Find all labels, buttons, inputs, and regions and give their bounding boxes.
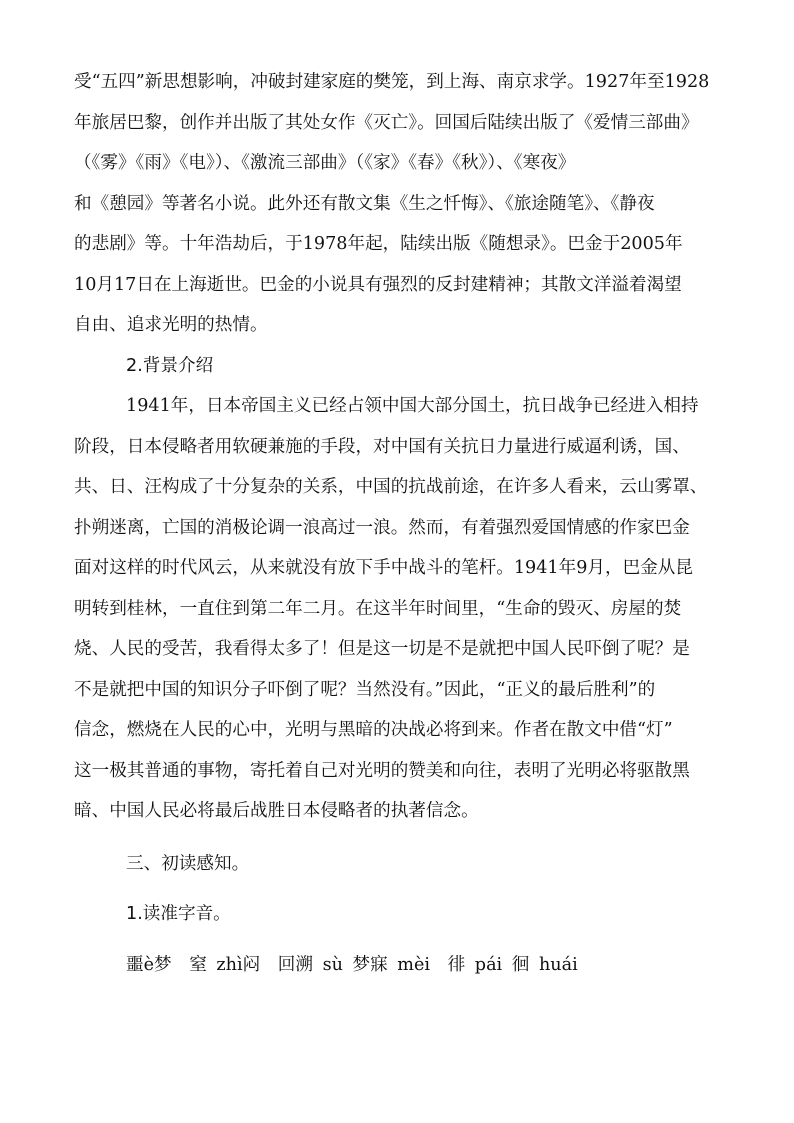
background-paragraph: [74, 386, 736, 832]
paragraph-line: 自由、追求光明的热情。: [74, 315, 268, 335]
document-page: [74, 62, 736, 985]
paragraph-line: 信念，燃烧在人民的心中，光明与黑暗的决战必将到来。作者在散文中借“灯”: [74, 720, 673, 740]
paragraph-line: 烧、人民的受苦，我看得太多了！但是这一切是不是就把中国人民吓倒了呢？是: [74, 639, 690, 659]
author-bio-paragraph: [74, 62, 736, 346]
paragraph-line: 暗、中国人民必将最后战胜日本侵略者的执著信念。: [74, 801, 479, 821]
pinyin-word-list: 噩è梦 窒 zhì闷 回溯 sù 梦寐 mèi 徘 pái 徊 huái: [126, 954, 578, 975]
paragraph-line: 这一极其普通的事物，寄托着自己对光明的赞美和向往，表明了光明必将驱散黑: [74, 760, 690, 781]
paragraph-line: 1941年，日本帝国主义已经占领中国大部分国土，抗日战争已经进入相持: [126, 396, 699, 416]
paragraph-line: 共、日、汪构成了十分复杂的关系，中国的抗战前途，在许多人看来，云山雾罩、: [74, 477, 708, 497]
paragraph-line: 阶段，日本侵略者用软硬兼施的手段，对中国有关抗日力量进行威逼利诱，国、: [74, 436, 690, 457]
paragraph-line: 年旅居巴黎，创作并出版了其处女作《灭亡》。回国后陆续出版了《爱情三部曲》: [74, 112, 699, 133]
section-heading-first-reading: 三、初读感知。: [126, 853, 250, 874]
subheading-pronunciation: 1.读准字音。: [126, 904, 231, 924]
paragraph-line: 10月17日在上海逝世。巴金的小说具有强烈的反封建精神；其散文洋溢着渴望: [74, 274, 682, 295]
paragraph-line: （《雾》《雨》《电》）、《激流三部曲》（《家》《春》《秋》）、《寒夜》: [74, 153, 576, 173]
paragraph-line: 的悲剧》等。十年浩劫后，于1978年起，陆续出版《随想录》。巴金于2005年: [74, 234, 683, 254]
paragraph-line: 受“五四”新思想影响，冲破封建家庭的樊笼，到上海、南京求学。1927年至1928: [74, 72, 710, 92]
paragraph-line: 不是就把中国的知识分子吓倒了呢？当然没有。”因此，“正义的最后胜利”的: [74, 679, 656, 700]
paragraph-line: 面对这样的时代风云，从来就没有放下手中战斗的笔杆。1941年9月，巴金从昆: [74, 558, 693, 578]
paragraph-line: 明转到桂林，一直住到第二年二月。在这半年时间里，“生命的毁灭、房屋的焚: [74, 598, 682, 619]
section-heading-background: 2.背景介绍: [126, 355, 214, 376]
paragraph-line: 扑朔迷离，亡国的消极论调一浪高过一浪。然而，有着强烈爱国情感的作家巴金: [74, 517, 690, 538]
paragraph-line: 和《憩园》等著名小说。此外还有散文集《生之忏悔》、《旅途随笔》、《静夜: [74, 193, 655, 214]
